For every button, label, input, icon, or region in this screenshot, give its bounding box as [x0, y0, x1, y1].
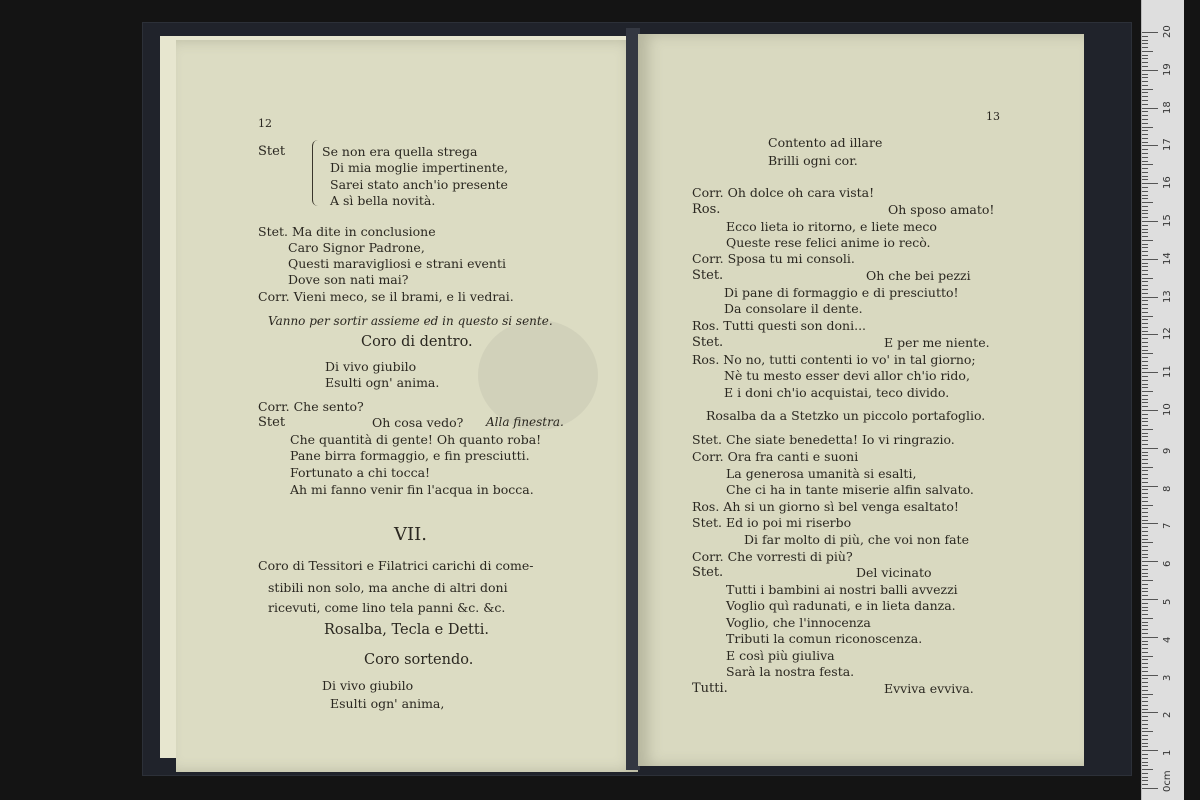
ruler-number: 18 [1162, 100, 1173, 114]
ruler-tick [1142, 81, 1148, 82]
ruler-tick [1142, 323, 1148, 324]
ruler-tick [1142, 119, 1148, 120]
ruler-tick [1142, 410, 1158, 411]
verse-line: Corr. Oh dolce oh cara vista! [692, 185, 875, 200]
ruler-tick [1142, 104, 1148, 105]
ruler-tick [1142, 433, 1148, 434]
ruler-tick [1142, 448, 1158, 449]
ruler-tick [1142, 334, 1158, 335]
ruler-tick [1142, 599, 1158, 600]
ruler-tick [1142, 777, 1148, 778]
ruler-tick [1142, 115, 1148, 116]
ruler-tick [1142, 85, 1148, 86]
verse-line: Dove son nati mai? [288, 272, 409, 287]
ruler-tick [1142, 539, 1148, 540]
verse-line: Che quantità di gente! Oh quanto roba! [290, 432, 542, 447]
ruler-number: 20 [1162, 25, 1173, 38]
ruler-tick [1142, 157, 1148, 158]
ruler-tick [1142, 198, 1148, 199]
ruler-number: 8 [1162, 485, 1173, 492]
ruler-tick [1142, 542, 1153, 543]
ruler-tick [1142, 754, 1148, 755]
ruler-tick [1142, 743, 1148, 744]
verse-line: Voglio, che l'innocenza [726, 615, 871, 630]
ruler-tick [1142, 70, 1158, 71]
ruler-tick [1142, 625, 1148, 626]
ruler-tick [1142, 270, 1148, 271]
ruler-tick [1142, 278, 1153, 279]
ruler-tick [1142, 108, 1158, 109]
ruler-tick [1142, 395, 1148, 396]
stage-direction: Rosalba da a Stetzko un piccolo portafoglio. [706, 408, 986, 423]
ruler-tick [1142, 493, 1148, 494]
ruler-tick [1142, 274, 1148, 275]
watermark-stamp [478, 320, 598, 430]
verse-line: Ah mi fanno venir fin l'acqua in bocca. [290, 482, 534, 497]
verse-line: Di vivo giubilo [325, 359, 417, 374]
ruler-tick [1142, 51, 1153, 52]
verse-line: Nè tu mesto esser devi allor ch'io rido, [724, 368, 970, 383]
ruler-number: 1 [1162, 749, 1173, 757]
page-number-left: 12 [258, 117, 272, 130]
ruler-tick [1142, 247, 1148, 248]
ruler-tick [1142, 561, 1158, 562]
ruler-tick [1142, 482, 1148, 483]
ruler-tick [1142, 474, 1148, 475]
ruler-tick [1142, 436, 1148, 437]
verse-line: Di mia moglie impertinente, [330, 160, 509, 175]
ruler-tick [1142, 418, 1148, 419]
ruler-tick [1142, 240, 1153, 241]
verse-line: Evviva evviva. [884, 681, 974, 696]
ruler-tick [1142, 164, 1153, 165]
ruler-tick [1142, 316, 1153, 317]
ruler-tick [1142, 591, 1148, 592]
ruler-tick [1142, 255, 1148, 256]
ruler-tick [1142, 701, 1148, 702]
verse-line: Pane birra formaggio, e fin presciutti. [290, 448, 530, 463]
verse-line: Queste rese felici anime io recò. [726, 235, 931, 250]
ruler-tick [1142, 508, 1148, 509]
ruler-tick [1142, 644, 1148, 645]
ruler-tick [1142, 179, 1148, 180]
speaker: Stet [258, 144, 286, 159]
ruler-tick [1142, 535, 1148, 536]
ruler-tick [1142, 391, 1153, 392]
ruler-tick [1142, 58, 1148, 59]
verse-line: Tributi la comun riconoscenza. [726, 631, 923, 646]
verse-line: Stet. Ed io poi mi riserbo [692, 515, 852, 530]
verse-line: E per me niente. [884, 335, 990, 350]
ruler-number: 16 [1162, 176, 1173, 190]
ruler-tick [1142, 694, 1153, 695]
ruler-tick [1142, 516, 1148, 517]
verse-line: Corr. Vieni meco, se il brami, e li vedrai. [258, 289, 514, 304]
verse-line: Questi maravigliosi e strani eventi [288, 256, 506, 271]
ruler-tick [1142, 614, 1148, 615]
speaker: Ros. [692, 202, 721, 217]
verse-line: Esulti ogn' anima, [330, 696, 445, 711]
ruler-tick [1142, 550, 1148, 551]
verse-line: Tutti i bambini ai nostri balli avvezzi [726, 582, 958, 597]
speaker: Stet. [692, 565, 724, 580]
ruler-tick [1142, 89, 1153, 90]
ruler-tick [1142, 580, 1153, 581]
ruler-tick [1142, 350, 1148, 351]
ruler-number: 15 [1162, 214, 1173, 227]
verse-line: Sarà la nostra festa. [726, 664, 855, 679]
ruler-tick [1142, 709, 1148, 710]
ruler-tick [1142, 259, 1158, 260]
ruler-tick [1142, 678, 1148, 679]
ruler-tick [1142, 607, 1148, 608]
ruler-tick [1142, 712, 1158, 713]
ruler-tick [1142, 633, 1148, 634]
ruler-number: 19 [1162, 63, 1173, 76]
ruler-tick [1142, 353, 1153, 354]
ruler-tick [1142, 773, 1148, 774]
ruler-tick [1142, 134, 1148, 135]
ruler-unit-label: 0cm [1162, 770, 1173, 792]
ruler-tick [1142, 161, 1148, 162]
ruler-tick [1142, 641, 1148, 642]
ruler-tick [1142, 153, 1148, 154]
verse-line: Esulti ogn' anima. [325, 375, 440, 390]
ruler-tick [1142, 327, 1148, 328]
ruler-tick [1142, 40, 1148, 41]
ruler-tick [1142, 213, 1148, 214]
ruler-tick [1142, 716, 1148, 717]
ruler-tick [1142, 380, 1148, 381]
verse-line: Brilli ogni cor. [768, 153, 858, 168]
ruler-tick [1142, 584, 1148, 585]
ruler-tick [1142, 266, 1148, 267]
ruler-tick [1142, 244, 1148, 245]
ruler-tick [1142, 652, 1148, 653]
ruler-tick [1142, 788, 1158, 789]
ruler-tick [1142, 675, 1158, 676]
ruler-tick [1142, 191, 1148, 192]
verse-line: Fortunato a chi tocca! [290, 465, 431, 480]
ruler-tick [1142, 588, 1148, 589]
verse-line: Caro Signor Padrone, [288, 240, 425, 255]
ruler-tick [1142, 149, 1148, 150]
ruler-tick [1142, 319, 1148, 320]
ruler-tick [1142, 527, 1148, 528]
ruler-tick [1142, 338, 1148, 339]
ruler-tick [1142, 769, 1153, 770]
ruler-tick [1142, 376, 1148, 377]
ruler-tick [1142, 459, 1148, 460]
verse-line: Di vivo giubilo [322, 678, 414, 693]
ruler-tick [1142, 187, 1148, 188]
ruler-tick [1142, 225, 1148, 226]
ruler-number: 11 [1162, 365, 1173, 379]
ruler-tick [1142, 455, 1148, 456]
ruler-tick [1142, 686, 1148, 687]
ruler-tick [1142, 728, 1148, 729]
ruler-tick [1142, 365, 1148, 366]
ruler-tick [1142, 576, 1148, 577]
speaker: Stet. [692, 268, 724, 283]
ruler-tick [1142, 308, 1148, 309]
ruler-tick [1142, 55, 1148, 56]
ruler-number: 14 [1162, 252, 1173, 265]
ruler-tick [1142, 229, 1148, 230]
ruler-tick [1142, 467, 1153, 468]
section-heading: Coro di dentro. [361, 334, 473, 350]
ruler-tick [1142, 293, 1148, 294]
stage-direction: Alla finestra. [486, 415, 564, 429]
verse-line: Che ci ha in tante miserie alfin salvato. [726, 482, 974, 497]
ruler-tick [1142, 96, 1148, 97]
ruler-tick [1142, 501, 1148, 502]
ruler-tick [1142, 202, 1153, 203]
ruler-tick [1142, 610, 1148, 611]
ruler-tick [1142, 172, 1148, 173]
ruler-tick [1142, 667, 1148, 668]
verse-line: Voglio quì radunati, e in lieta danza. [726, 598, 956, 613]
ruler-tick [1142, 221, 1158, 222]
verse-line: Stet. Che siate benedetta! Io vi ringrazio. [692, 432, 955, 447]
ruler-tick [1142, 750, 1158, 751]
ruler-number: 6 [1162, 560, 1173, 568]
ruler-tick [1142, 765, 1148, 766]
ruler-tick [1142, 648, 1148, 649]
ruler-tick [1142, 406, 1148, 407]
ruler-tick [1142, 217, 1148, 218]
ruler-tick [1142, 697, 1148, 698]
verse-line: E i doni ch'io acquistai, teco divido. [724, 385, 950, 400]
ruler-tick [1142, 384, 1148, 385]
verse-line: Oh che bei pezzi [866, 268, 971, 283]
verse-line: Se non era quella strega [322, 144, 478, 159]
ruler-number: 7 [1162, 523, 1173, 530]
verse-line: Oh cosa vedo? [372, 415, 464, 430]
verse-line: Corr. Che sento? [258, 399, 364, 414]
ruler-tick [1142, 74, 1148, 75]
ruler-tick [1142, 497, 1148, 498]
verse-line: Ros. Tutti questi son doni... [692, 318, 867, 333]
ruler-tick [1142, 402, 1148, 403]
ruler-tick [1142, 111, 1148, 112]
ruler-tick [1142, 127, 1153, 128]
ruler-tick [1142, 489, 1148, 490]
speaker: Tutti. [692, 681, 728, 696]
ruler-tick [1142, 512, 1148, 513]
ruler-tick [1142, 176, 1148, 177]
ruler-tick [1142, 36, 1148, 37]
ruler-tick [1142, 762, 1148, 763]
ruler-tick [1142, 32, 1158, 33]
verse-line: Corr. Ora fra canti e suoni [692, 449, 859, 464]
ruler-tick [1142, 304, 1148, 305]
verse-line: Di pane di formaggio e di presciutto! [724, 285, 959, 300]
verse-line: E così più giuliva [726, 648, 835, 663]
ruler-tick [1142, 523, 1158, 524]
ruler-tick [1142, 758, 1148, 759]
ruler-tick [1142, 629, 1148, 630]
ruler-number: 3 [1162, 674, 1173, 681]
ruler-number: 17 [1162, 138, 1173, 152]
ruler-tick [1142, 183, 1158, 184]
ruler-tick [1142, 531, 1148, 532]
ruler-tick [1142, 746, 1148, 747]
ruler-tick [1142, 361, 1148, 362]
ruler-number: 5 [1162, 598, 1173, 605]
ruler-tick [1142, 414, 1148, 415]
ruler-tick [1142, 478, 1148, 479]
ruler-tick [1142, 206, 1148, 207]
ruler-tick [1142, 735, 1148, 736]
ruler-tick [1142, 236, 1148, 237]
ruler-tick [1142, 232, 1148, 233]
ruler-tick [1142, 285, 1148, 286]
ruler-tick [1142, 145, 1158, 146]
ruler-tick [1142, 520, 1148, 521]
ruler-tick [1142, 297, 1158, 298]
ruler-tick [1142, 724, 1148, 725]
characters-line: Rosalba, Tecla e Detti. [324, 622, 489, 638]
section-number: VII. [394, 524, 427, 545]
ruler-tick [1142, 342, 1148, 343]
verse-line: Corr. Che vorresti di più? [692, 549, 853, 564]
ruler-tick [1142, 659, 1148, 660]
ruler-tick [1142, 66, 1148, 67]
verse-line: Oh sposo amato! [888, 202, 995, 217]
verse-line: Ros. Ah si un giorno sì bel venga esaltato! [692, 499, 959, 514]
scene-description: Coro di Tessitori e Filatrici carichi di come- [258, 558, 534, 573]
ruler-tick [1142, 554, 1148, 555]
ruler-number: 2 [1162, 712, 1173, 719]
verse-line: Contento ad illare [768, 135, 883, 150]
ruler-tick [1142, 440, 1148, 441]
ruler-number: 9 [1162, 447, 1173, 454]
ruler-tick [1142, 281, 1148, 282]
ruler-tick [1142, 195, 1148, 196]
ruler-tick [1142, 47, 1148, 48]
ruler-tick [1142, 263, 1148, 264]
page-number-right: 13 [986, 110, 1000, 123]
ruler-tick [1142, 43, 1148, 44]
ruler-tick [1142, 168, 1148, 169]
ruler-tick [1142, 486, 1158, 487]
ruler-tick [1142, 346, 1148, 347]
ruler-tick [1142, 210, 1148, 211]
ruler-tick [1142, 77, 1148, 78]
ruler-tick [1142, 784, 1148, 785]
ruler-tick [1142, 663, 1148, 664]
ruler-tick [1142, 682, 1148, 683]
scene-description: stibili non solo, ma anche di altri doni [268, 580, 508, 595]
ruler-tick [1142, 595, 1148, 596]
measurement-ruler [1141, 0, 1184, 800]
verse-line: Di far molto di più, che voi non fate [744, 532, 969, 547]
speaker: Stet [258, 415, 286, 430]
verse-line: Sarei stato anch'io presente [330, 177, 508, 192]
ruler-tick [1142, 142, 1148, 143]
ruler-number: 13 [1162, 289, 1173, 303]
ruler-tick [1142, 452, 1148, 453]
ruler-tick [1142, 463, 1148, 464]
ruler-number: 12 [1162, 327, 1173, 341]
ruler-tick [1142, 671, 1148, 672]
verse-line: Ros. No no, tutti contenti io vo' in tal giorno; [692, 352, 976, 367]
ruler-tick [1142, 251, 1148, 252]
ruler-tick [1142, 138, 1148, 139]
ruler-tick [1142, 739, 1148, 740]
ruler-number: 4 [1162, 636, 1173, 643]
ruler-tick [1142, 425, 1148, 426]
ruler-tick [1142, 637, 1158, 638]
ruler-tick [1142, 622, 1148, 623]
ruler-tick [1142, 444, 1148, 445]
ruler-tick [1142, 387, 1148, 388]
ruler-tick [1142, 100, 1148, 101]
ruler-tick [1142, 565, 1148, 566]
ruler-tick [1142, 62, 1148, 63]
ruler-tick [1142, 123, 1148, 124]
verse-line: Corr. Sposa tu mi consoli. [692, 251, 855, 266]
ruler-tick [1142, 557, 1148, 558]
ruler-tick [1142, 690, 1148, 691]
verse-line: A sì bella novità. [330, 193, 436, 208]
verse-line: Da consolare il dente. [724, 301, 863, 316]
verse-line: La generosa umanità si esalti, [726, 466, 917, 481]
ruler-tick [1142, 372, 1158, 373]
ruler-tick [1142, 92, 1148, 93]
ruler-tick [1142, 603, 1148, 604]
ruler-tick [1142, 130, 1148, 131]
ruler-tick [1142, 573, 1148, 574]
ruler-tick [1142, 421, 1148, 422]
ruler-tick [1142, 731, 1153, 732]
ruler-tick [1142, 368, 1148, 369]
verse-line: Ecco lieta io ritorno, e liete meco [726, 219, 937, 234]
section-heading: Coro sortendo. [364, 652, 474, 668]
ruler-tick [1142, 429, 1153, 430]
stage-direction: Vanno per sortir assieme ed in questo si sente. [268, 314, 553, 328]
ruler-tick [1142, 312, 1148, 313]
ruler-tick [1142, 505, 1153, 506]
speaker: Stet. [692, 335, 724, 350]
ruler-tick [1142, 656, 1153, 657]
ruler-tick [1142, 720, 1148, 721]
ruler-tick [1142, 300, 1148, 301]
verse-line: Del vicinato [856, 565, 932, 580]
ruler-tick [1142, 470, 1148, 471]
ruler-tick [1142, 546, 1148, 547]
ruler-number: 10 [1162, 403, 1173, 416]
ruler-tick [1142, 399, 1148, 400]
ruler-tick [1142, 705, 1148, 706]
scene-description: ricevuti, come lino tela panni &c. &c. [268, 600, 506, 615]
ruler-tick [1142, 780, 1148, 781]
ruler-tick [1142, 618, 1153, 619]
ruler-tick [1142, 569, 1148, 570]
verse-line: Stet. Ma dite in conclusione [258, 224, 436, 239]
ruler-tick [1142, 331, 1148, 332]
ruler-tick [1142, 289, 1148, 290]
ruler-tick [1142, 357, 1148, 358]
verse-brace [312, 140, 321, 206]
